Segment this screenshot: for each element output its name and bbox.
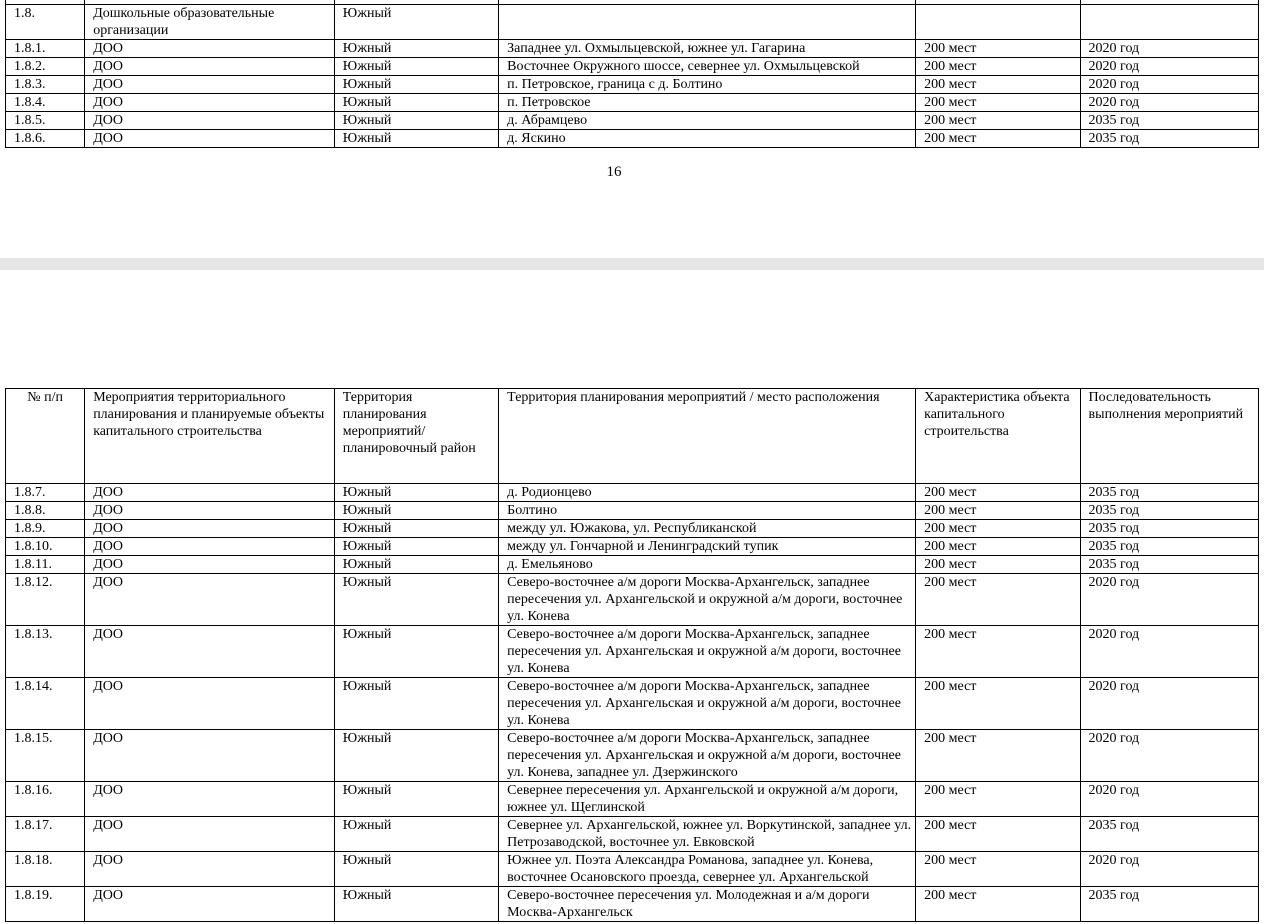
row-capacity: 200 мест [916, 817, 1080, 852]
row-district: Южный [334, 556, 498, 574]
row-year: 2035 год [1080, 112, 1258, 130]
table-row [6, 112, 1259, 130]
row-object: ДОО [85, 520, 335, 538]
row-object: ДОО [85, 626, 335, 678]
row-object: ДОО [85, 852, 335, 887]
row-district: Южный [334, 76, 498, 94]
row-location: Северо-восточнее а/м дороги Москва-Архангельск, западнее пересечения ул. Архангельской и окружной а/м дороги, восточнее ул. Конева [499, 574, 916, 626]
row-location: Северо-восточнее а/м дороги Москва-Архангельск, западнее пересечения ул. Архангельская и окружной а/м дороги, восточнее ул. Конева, западнее ул. Дзержинского [499, 730, 916, 782]
row-location: Болтино [499, 502, 916, 520]
row-district: Южный [334, 112, 498, 130]
row-object: ДОО [85, 502, 335, 520]
row-year: 2020 год [1080, 626, 1258, 678]
row-number: 1.8.15. [6, 730, 85, 782]
row-location: Южнее ул. Поэта Александра Романова, западнее ул. Конева, восточнее Осановского проезда, севернее ул. Архангельской [499, 852, 916, 887]
row-capacity: 200 мест [916, 58, 1080, 76]
row-year: 2020 год [1080, 40, 1258, 58]
table-row [6, 502, 1259, 520]
row-number: 1.8.14. [6, 678, 85, 730]
table-row [6, 574, 1259, 626]
row-object: ДОО [85, 94, 335, 112]
row-district: Южный [334, 782, 498, 817]
row-number: 1.8.2. [6, 58, 85, 76]
row-capacity: 200 мест [916, 538, 1080, 556]
row-year: 2035 год [1080, 520, 1258, 538]
row-number: 1.8.7. [6, 484, 85, 502]
header-location: Территория планирования мероприятий / место расположения [499, 389, 916, 484]
row-object: ДОО [85, 112, 335, 130]
row-district: Южный [334, 130, 498, 148]
row-year: 2020 год [1080, 94, 1258, 112]
row-number: 1.8.10. [6, 538, 85, 556]
row-object: ДОО [85, 76, 335, 94]
row-number: 1.8.6. [6, 130, 85, 148]
row-year: 2035 год [1080, 887, 1258, 922]
row-district: Южный [334, 817, 498, 852]
group-number: 1.8. [6, 5, 85, 40]
table-row [6, 40, 1259, 58]
group-district: Южный [334, 5, 498, 40]
row-year: 2035 год [1080, 502, 1258, 520]
row-location: Западнее ул. Охмыльцевской, южнее ул. Гагарина [499, 40, 916, 58]
row-location: п. Петровское [499, 94, 916, 112]
row-capacity: 200 мест [916, 94, 1080, 112]
row-number: 1.8.11. [6, 556, 85, 574]
row-district: Южный [334, 94, 498, 112]
table-row [6, 76, 1259, 94]
page-16-table [5, 0, 1259, 148]
row-number: 1.8.18. [6, 852, 85, 887]
row-year: 2020 год [1080, 58, 1258, 76]
header-measures: Мероприятия территориального планирования и планируемые объекты капитального строительства [85, 389, 335, 484]
row-capacity: 200 мест [916, 76, 1080, 94]
table-row [6, 484, 1259, 502]
table-header-row [6, 389, 1259, 484]
row-number: 1.8.13. [6, 626, 85, 678]
row-location: Северо-восточнее а/м дороги Москва-Архангельск, западнее пересечения ул. Архангельская и окружной а/м дороги, восточнее ул. Конева [499, 678, 916, 730]
row-number: 1.8.12. [6, 574, 85, 626]
header-number: № п/п [6, 389, 85, 484]
row-capacity: 200 мест [916, 502, 1080, 520]
row-year: 2020 год [1080, 76, 1258, 94]
row-number: 1.8.16. [6, 782, 85, 817]
header-district: Территория планирования мероприятий/ планировочный район [334, 389, 498, 484]
row-year: 2035 год [1080, 538, 1258, 556]
table-row [6, 852, 1259, 887]
row-object: ДОО [85, 574, 335, 626]
row-object: ДОО [85, 730, 335, 782]
row-location: п. Петровское, граница с д. Болтино [499, 76, 916, 94]
row-number: 1.8.5. [6, 112, 85, 130]
row-location: между ул. Гончарной и Ленинградский тупик [499, 538, 916, 556]
table-row [6, 130, 1259, 148]
row-year: 2020 год [1080, 678, 1258, 730]
row-location: между ул. Южакова, ул. Республиканской [499, 520, 916, 538]
row-district: Южный [334, 58, 498, 76]
row-district: Южный [334, 678, 498, 730]
row-year: 2020 год [1080, 574, 1258, 626]
row-capacity: 200 мест [916, 678, 1080, 730]
row-object: ДОО [85, 130, 335, 148]
row-number: 1.8.8. [6, 502, 85, 520]
row-year: 2035 год [1080, 817, 1258, 852]
header-sequence: Последовательность выполнения мероприятий [1080, 389, 1258, 484]
row-district: Южный [334, 538, 498, 556]
row-year: 2035 год [1080, 556, 1258, 574]
row-number: 1.8.1. [6, 40, 85, 58]
row-number: 1.8.9. [6, 520, 85, 538]
row-district: Южный [334, 40, 498, 58]
row-year: 2035 год [1080, 484, 1258, 502]
row-location: Севернее ул. Архангельской, южнее ул. Воркутинской, западнее ул. Петрозаводской, восточнее ул. Евковской [499, 817, 916, 852]
row-district: Южный [334, 852, 498, 887]
row-district: Южный [334, 730, 498, 782]
row-capacity: 200 мест [916, 484, 1080, 502]
row-location: Северо-восточнее пересечения ул. Молодежная и а/м дороги Москва-Архангельск [499, 887, 916, 922]
table-row [6, 58, 1259, 76]
table-row [6, 94, 1259, 112]
row-capacity: 200 мест [916, 556, 1080, 574]
row-location: д. Родионцево [499, 484, 916, 502]
row-year: 2020 год [1080, 782, 1258, 817]
table-row [6, 556, 1259, 574]
table-row [6, 538, 1259, 556]
group-name: Дошкольные образовательные организации [85, 5, 335, 40]
row-capacity: 200 мест [916, 130, 1080, 148]
row-capacity: 200 мест [916, 730, 1080, 782]
row-object: ДОО [85, 817, 335, 852]
row-year: 2035 год [1080, 130, 1258, 148]
row-district: Южный [334, 887, 498, 922]
table-row [6, 520, 1259, 538]
table-row-group [6, 5, 1259, 40]
row-district: Южный [334, 502, 498, 520]
row-district: Южный [334, 484, 498, 502]
row-object: ДОО [85, 538, 335, 556]
row-capacity: 200 мест [916, 887, 1080, 922]
row-object: ДОО [85, 782, 335, 817]
row-location: д. Яскино [499, 130, 916, 148]
row-capacity: 200 мест [916, 626, 1080, 678]
row-object: ДОО [85, 484, 335, 502]
row-number: 1.8.17. [6, 817, 85, 852]
row-capacity: 200 мест [916, 574, 1080, 626]
row-object: ДОО [85, 58, 335, 76]
row-object: ДОО [85, 887, 335, 922]
row-number: 1.8.4. [6, 94, 85, 112]
row-number: 1.8.3. [6, 76, 85, 94]
table-row [6, 678, 1259, 730]
table-row [6, 626, 1259, 678]
header-characteristic: Характеристика объекта капитального строительства [916, 389, 1080, 484]
row-year: 2020 год [1080, 852, 1258, 887]
row-object: ДОО [85, 40, 335, 58]
row-capacity: 200 мест [916, 112, 1080, 130]
row-location: д. Абрамцево [499, 112, 916, 130]
row-location: д. Емельяново [499, 556, 916, 574]
row-capacity: 200 мест [916, 520, 1080, 538]
row-district: Южный [334, 520, 498, 538]
row-capacity: 200 мест [916, 40, 1080, 58]
row-capacity: 200 мест [916, 852, 1080, 887]
row-location: Севернее пересечения ул. Архангельской и окружной а/м дороги, южнее ул. Щеглинской [499, 782, 916, 817]
page-17-table [5, 388, 1259, 922]
row-district: Южный [334, 626, 498, 678]
page-separator [0, 258, 1264, 270]
table-row [6, 730, 1259, 782]
page-number: 16 [606, 164, 622, 180]
row-object: ДОО [85, 556, 335, 574]
row-district: Южный [334, 574, 498, 626]
row-capacity: 200 мест [916, 782, 1080, 817]
table-row [6, 782, 1259, 817]
row-number: 1.8.19. [6, 887, 85, 922]
row-location: Восточнее Окружного шоссе, севернее ул. Охмыльцевской [499, 58, 916, 76]
table-row [6, 817, 1259, 852]
table-row [6, 887, 1259, 922]
row-year: 2020 год [1080, 730, 1258, 782]
row-location: Северо-восточнее а/м дороги Москва-Архангельск, западнее пересечения ул. Архангельская и окружной а/м дороги, восточнее ул. Конева [499, 626, 916, 678]
row-object: ДОО [85, 678, 335, 730]
